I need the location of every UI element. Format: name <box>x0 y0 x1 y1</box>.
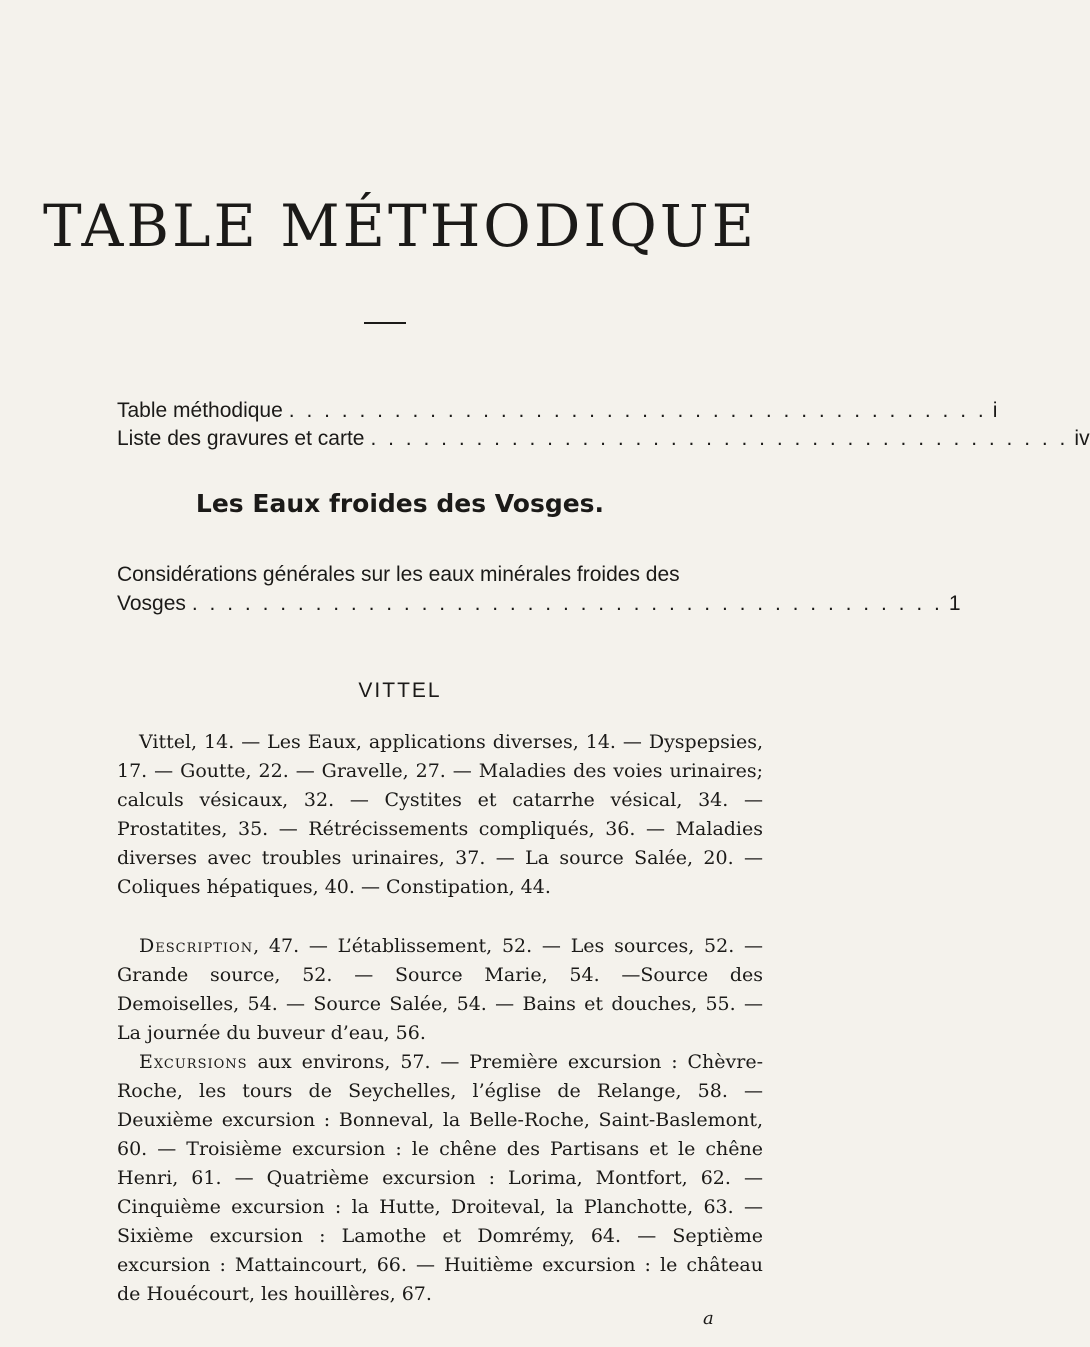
description-paragraph <box>117 932 763 1048</box>
page-title: TABLE MÉTHODIQUE <box>42 192 758 260</box>
paragraph-text: Vittel, 14. — Les Eaux, applications diverses, 14. — Dyspepsies, 17. — Goutte, 22. — Gravelle, 27. — Maladies des voies urinaires; calculs vésicaux, 32. — Cystites et catarrhe vésical, 34. — Prostatites, 35. — Rétrécissements compliqués, 36. — Maladies diverses avec troubles urinaires, 37. — La source Salée, 20. — Coliques hépatiques, 40. — Constipation, 44. <box>117 731 763 898</box>
section-title: Les Eaux froides des Vosges. <box>195 489 605 518</box>
toc-leader-dots: . . . . . . . . . . . . . . . . . . . . . . . . . . . . . . . . . . . . . . . . <box>288 399 987 422</box>
excursions-paragraph <box>117 1048 763 1309</box>
considerations-line <box>117 589 961 618</box>
vittel-paragraph <box>117 728 763 902</box>
considerations-label: Vosges <box>117 592 186 615</box>
signature-mark: a <box>703 1308 714 1329</box>
considerations-entry <box>117 560 961 618</box>
considerations-line: Considérations générales sur les eaux minérales froides des <box>117 563 680 586</box>
paragraph-text: , 47. — L’établissement, 52. — Les sources, 52. — Grande source, 52. — Source Marie, 54. —Source des Demoiselles, 54. — Source Salée, 54. — Bains et douches, 55. — La journée du buveur d’eau, 56. <box>117 935 763 1044</box>
considerations-page: 1 <box>948 592 961 615</box>
toc-entry-label: Table méthodique <box>117 399 283 422</box>
toc-leader-dots: . . . . . . . . . . . . . . . . . . . . . . . . . . . . . . . . . . . . . . . . <box>370 427 1069 450</box>
paragraph-lead: Description <box>139 935 254 957</box>
toc-entry <box>117 399 998 429</box>
paragraph-lead: Excursions <box>139 1051 248 1073</box>
toc-leader-dots: . . . . . . . . . . . . . . . . . . . . . . . . . . . . . . . . . . . . . . . . . . . <box>191 592 943 615</box>
toc-entry <box>117 427 1090 457</box>
toc-entry-page: i <box>992 399 998 422</box>
toc-entry-label: Liste des gravures et carte <box>117 427 365 450</box>
vittel-heading: VITTEL <box>358 679 442 702</box>
title-rule <box>364 322 406 324</box>
paragraph-text: aux environs, 57. — Première excursion : Chèvre-Roche, les tours de Seychelles, l’église de Relange, 58. — Deuxième excursion : Bonneval, la Belle-Roche, Saint-Baslemont, 60. — Troisième excursion : le chêne des Partisans et le chêne Henri, 61. — Quatrième excursion : Lorima, Montfort, 62. — Cinquième excursion : la Hutte, Droiteval, la Planchotte, 63. — Sixième excursion : Lamothe et Domrémy, 64. — Septième excursion : Mattaincourt, 66. — Huitième excursion : le château de Houécourt, les houillères, 67. <box>117 1051 763 1305</box>
toc-entry-page: iv <box>1074 427 1090 450</box>
